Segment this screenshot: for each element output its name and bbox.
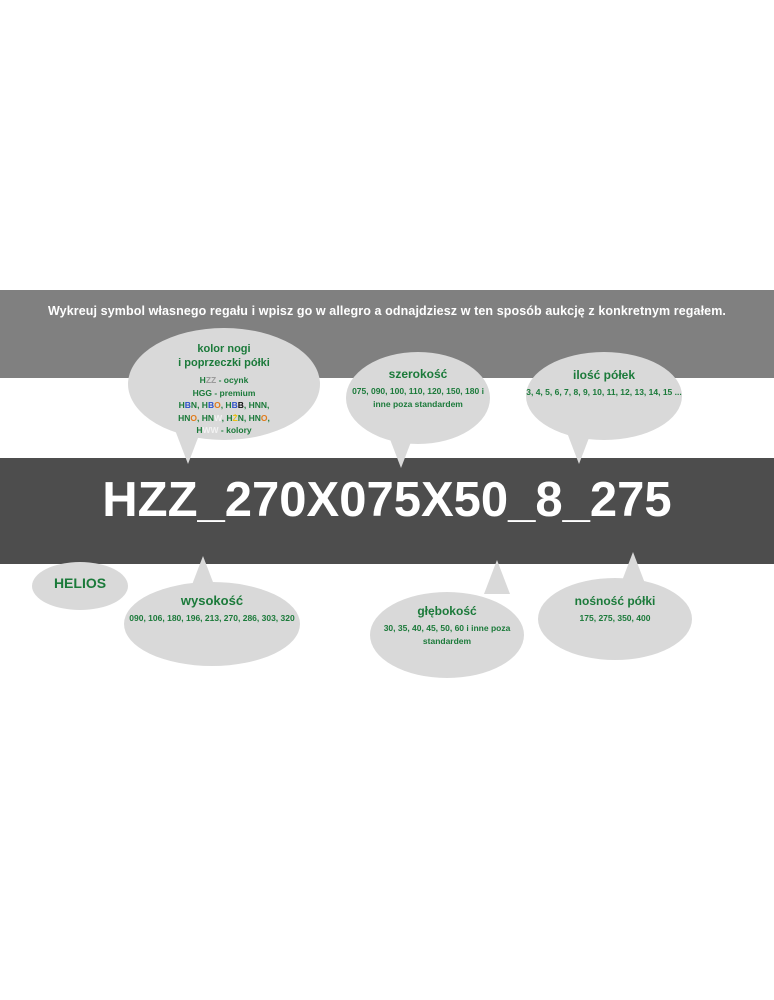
headline-text: Wykreuj symbol własnego regału i wpisz go w allegro a odnajdziesz w ten sposób aukcję z konkretnym regałem. <box>47 304 726 318</box>
bubble-kolor-nogi-title-1: kolor nogi <box>197 343 251 355</box>
bubble-helios <box>32 562 128 610</box>
bubble-nosnosc-polki-title: nośność półki <box>574 594 656 608</box>
kolor-nogi-line-5: HWW - kolory <box>196 425 252 435</box>
product-code-label: HZZ_270X075X50_8_275 <box>102 473 672 527</box>
bubble-kolor-nogi <box>128 328 320 440</box>
bubble-tail-glebokosc <box>484 560 510 594</box>
bubble-ilosc-polek-title: ilość półek <box>572 368 636 382</box>
bubble-szerokosc-values: 075, 090, 100, 110, 120, 150, 180 i inne poza standardem <box>352 386 484 409</box>
bubble-glebokosc-title: głębokość <box>417 604 477 618</box>
bubble-wysokosc-values: 090, 106, 180, 196, 213, 270, 286, 303, 320 <box>129 613 295 623</box>
bubble-wysokosc-title: wysokość <box>180 593 244 608</box>
bubble-nosnosc-polki <box>538 578 692 660</box>
bubble-kolor-nogi-legend <box>128 374 320 437</box>
bubble-glebokosc <box>370 592 524 678</box>
bubble-helios-title: HELIOS <box>53 575 107 591</box>
kolor-nogi-line-4: HNO, HNW, HŻN, HNO, <box>178 412 270 423</box>
bubble-szerokosc <box>346 352 490 444</box>
bubble-ilosc-polek <box>526 352 682 440</box>
infographic-canvas <box>0 290 774 690</box>
bubble-nosnosc-polki-values: 175, 275, 350, 400 <box>579 613 651 623</box>
bubble-ilosc-polek-values: 3, 4, 5, 6, 7, 8, 9, 10, 11, 12, 13, 14, 15 ... <box>526 387 682 397</box>
kolor-nogi-line-3: HBN, HBO, HBB, HNN, <box>178 400 270 410</box>
bubble-glebokosc-values: 30, 35, 40, 45, 50, 60 i inne poza standardem <box>383 623 511 646</box>
bubble-wysokosc <box>124 582 300 666</box>
bubble-kolor-nogi-title-2: i poprzeczki półki <box>178 357 270 369</box>
bubble-szerokosc-title: szerokość <box>388 367 448 381</box>
kolor-nogi-line-2: HGG - premium <box>192 387 256 398</box>
kolor-nogi-line-1: HZZ - ocynk <box>199 375 249 385</box>
